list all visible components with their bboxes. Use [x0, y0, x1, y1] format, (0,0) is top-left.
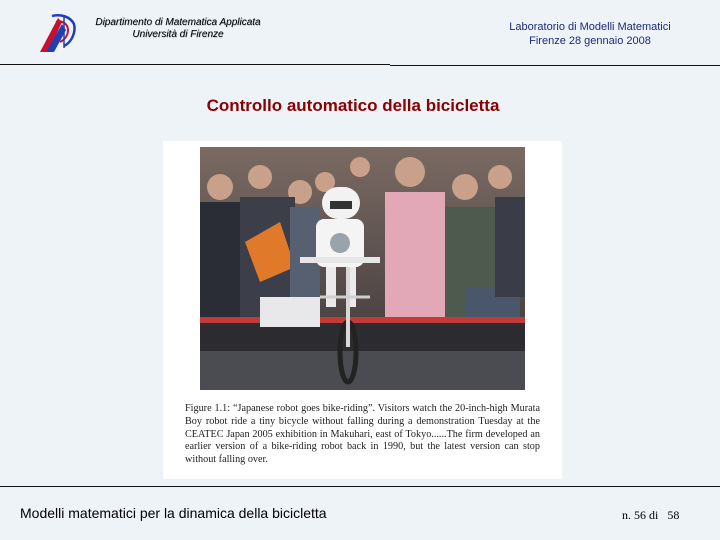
- page-separator: di: [649, 508, 659, 522]
- figure-caption: Figure 1.1: “Japanese robot goes bike-riding”. Visitors watch the 20-inch-high Murata Boy robot ride a tiny bicycle without falling during a demonstration Tuesday at the CEATEC Japan 2005 exhibition in Makuhari, east of Tokyo......The firm developed an earlier version of a bike-riding robot back in 1990, but the latest version can stop without falling over.: [185, 403, 540, 466]
- lab-info: [470, 20, 710, 48]
- department-line-2: Università di Firenze: [132, 29, 224, 40]
- header-divider-left: [0, 64, 390, 65]
- department-line-1: Dipartimento di Matematica Applicata: [95, 17, 261, 28]
- page-prefix: n.: [622, 508, 631, 522]
- university-logo: [36, 12, 80, 54]
- presentation-title: Modelli matematici per la dinamica della bicicletta: [20, 505, 327, 521]
- department-name: [83, 17, 273, 41]
- page-total: 58: [667, 508, 680, 522]
- lab-name: Laboratorio di Modelli Matematici: [509, 21, 671, 33]
- footer-divider: [0, 486, 720, 487]
- slide-title: Controllo automatico della bicicletta: [206, 96, 500, 115]
- header-divider-right: [390, 65, 720, 66]
- robot-bicycle-photo: [200, 147, 525, 390]
- page-current: 56: [634, 508, 646, 522]
- page-number: [622, 508, 679, 523]
- lab-date: Firenze 28 gennaio 2008: [529, 35, 651, 47]
